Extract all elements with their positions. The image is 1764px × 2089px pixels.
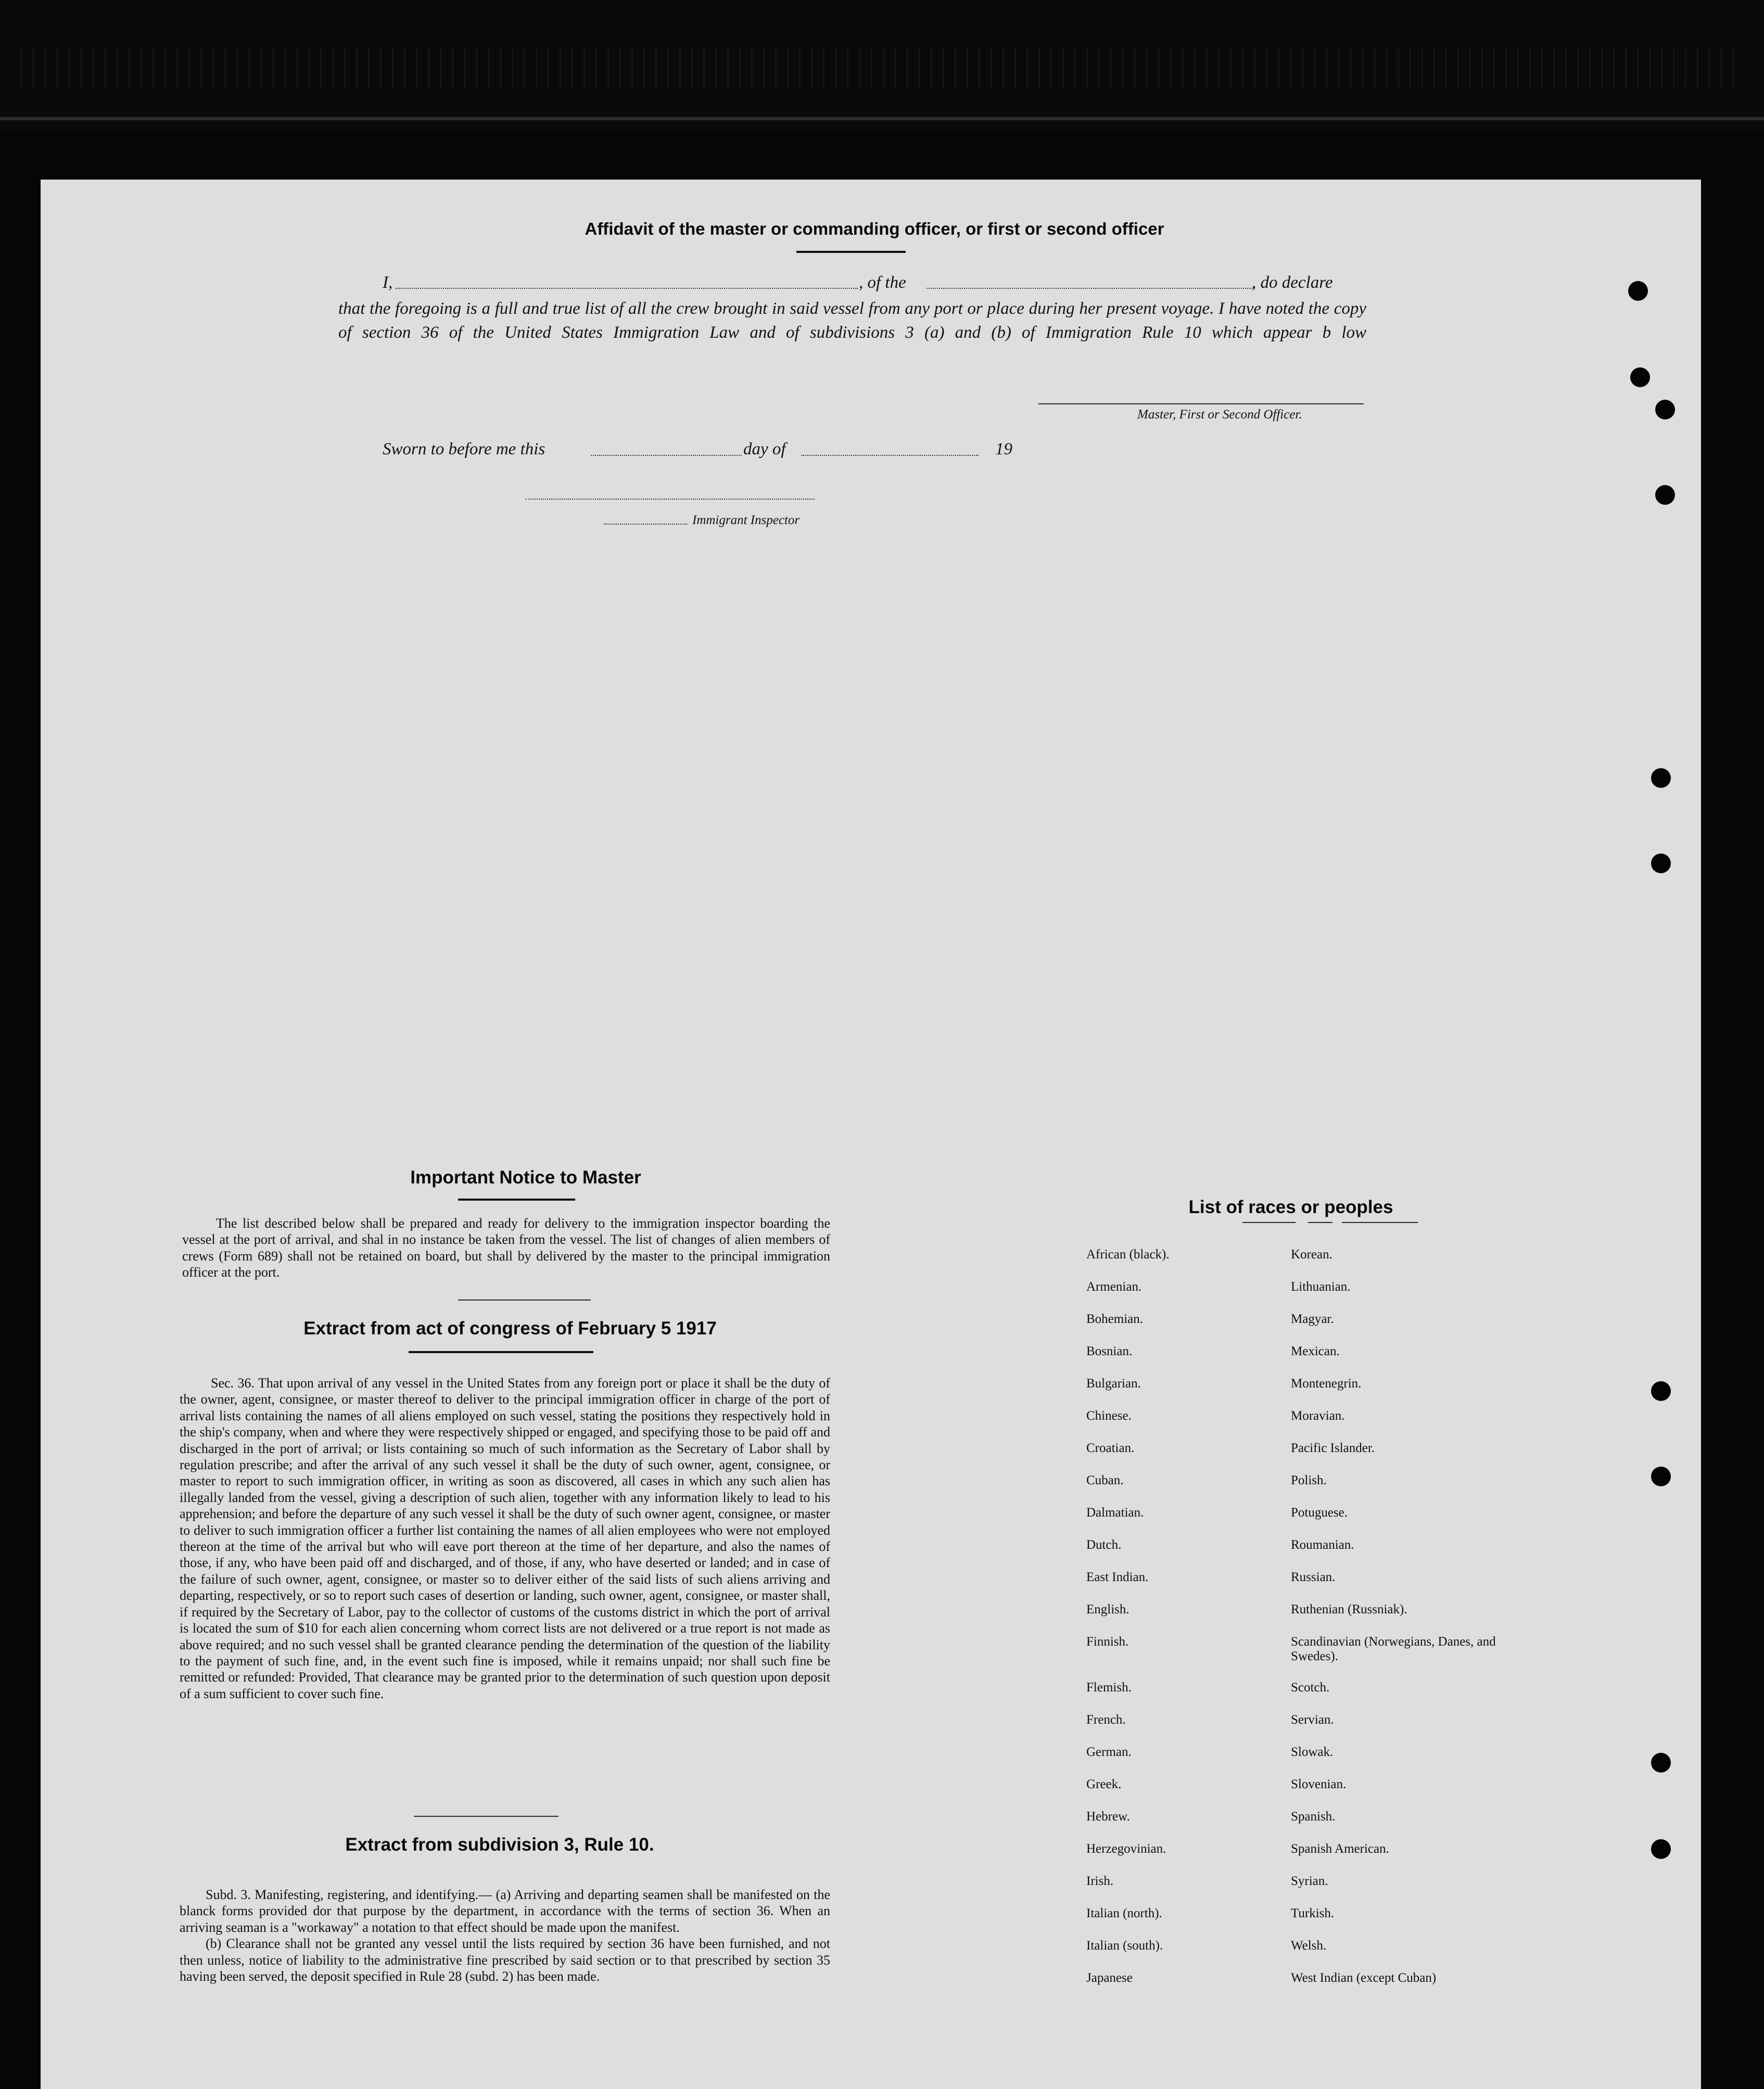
punch-hole-icon — [1655, 400, 1675, 419]
race-item: Spanish American. — [1291, 1842, 1389, 1856]
punch-hole-icon — [1628, 281, 1648, 301]
races-left-column — [1086, 1247, 1274, 2003]
vessel-blank — [927, 288, 1254, 289]
affidavit-title: Affidavit of the master or commanding officer, or first or second officer — [585, 219, 1164, 238]
race-item: Servian. — [1291, 1713, 1334, 1727]
notice-paragraph: The list described below shall be prepared and ready for delivery to the immigration inspector boarding the vessel at the port of arrival, and shal in no instance be taken from the vessel. The list of changes of alien members of crews (Form 689) shall not be retained on board, but shall by delivered by the master to the principal immigration officer at the port. — [182, 1216, 830, 1280]
race-item: Bulgarian. — [1086, 1377, 1141, 1391]
affidavit-declare-label: , do declare — [1252, 273, 1333, 292]
race-item: Flemish. — [1086, 1680, 1132, 1695]
rule-subd-a: Subd. 3. Manifesting, registering, and identifying.— (a) Arriving and departing seamen shall be manifested on the blanck forms provided dor that purpose by the department, in accordance with the terms of section 36. When an arriving seaman is a "workaway" a notation to that effect should be made upon the manifest. — [180, 1887, 830, 1935]
race-item: Dalmatian. — [1086, 1506, 1144, 1520]
race-item: Italian (south). — [1086, 1939, 1163, 1953]
race-item: Bosnian. — [1086, 1344, 1133, 1358]
act-title: Extract from act of congress of February 5 1917 — [303, 1318, 717, 1339]
punch-hole-icon — [1651, 1467, 1671, 1486]
race-item: Chinese. — [1086, 1409, 1132, 1423]
inspector-signature-line-2 — [604, 524, 687, 525]
sworn-day-blank — [591, 455, 742, 456]
races-title: List of races or peoples — [1188, 1197, 1393, 1217]
punch-hole-icon — [1651, 854, 1671, 873]
notice-text — [182, 1215, 830, 1281]
name-blank — [396, 288, 858, 289]
race-item: French. — [1086, 1713, 1126, 1727]
race-item: German. — [1086, 1745, 1132, 1759]
notice-title-rule — [458, 1199, 575, 1201]
race-item: Turkish. — [1291, 1906, 1335, 1920]
sworn-prefix: Sworn to before me this — [383, 440, 545, 458]
punch-hole-icon — [1651, 768, 1671, 788]
race-item: Mexican. — [1291, 1344, 1340, 1358]
master-signature-line — [1038, 403, 1364, 404]
race-item: Slowak. — [1291, 1745, 1334, 1759]
notice-title: Important Notice to Master — [410, 1167, 641, 1188]
rule-subd-b: (b) Clearance shall not be granted any vessel until the lists required by section 36 have been furnished, and not then unless, notice of liability to the administrative fine prescribed by said section or to that prescribed by section 35 having been served, the deposit specified in Rule 28 (subd. 2) has been made. — [180, 1936, 830, 1984]
race-item: Polish. — [1291, 1473, 1327, 1487]
race-item: Spanish. — [1291, 1810, 1336, 1824]
punch-hole-icon — [1651, 1753, 1671, 1773]
film-edge-grain — [21, 47, 1738, 88]
races-right-column — [1291, 1247, 1509, 2003]
race-item: Croatian. — [1086, 1441, 1135, 1455]
race-item: Hebrew. — [1086, 1810, 1130, 1824]
races-title-underline — [1242, 1222, 1296, 1223]
race-item: Scotch. — [1291, 1680, 1330, 1695]
act-title-rule — [409, 1351, 593, 1353]
race-item: West Indian (except Cuban) — [1291, 1971, 1437, 1985]
inspector-label: Immigrant Inspector — [692, 513, 800, 527]
punch-hole-icon — [1651, 1381, 1671, 1401]
race-item: Armenian. — [1086, 1280, 1142, 1294]
races-title-underline — [1308, 1222, 1332, 1223]
sworn-year-label: 19 — [995, 440, 1012, 458]
race-item: Magyar. — [1291, 1312, 1334, 1326]
race-item: Potuguese. — [1291, 1506, 1348, 1520]
act-divider — [414, 1816, 559, 1817]
affidavit-declaration: that the foregoing is a full and true list of all the crew brought in said vessel from any port or place during her present voyage. I have noted the copy of section 36 of the United States Immigration Law and of subdivisions 3 (a) and (b) of Immigration Rule 10 which appear b low — [338, 299, 1366, 342]
race-item: Italian (north). — [1086, 1906, 1162, 1920]
act-text — [180, 1375, 830, 1702]
race-item: African (black). — [1086, 1247, 1170, 1262]
punch-hole-icon — [1630, 367, 1650, 387]
race-item: Cuban. — [1086, 1473, 1124, 1487]
race-item: Slovenian. — [1291, 1777, 1347, 1791]
inspector-signature-line — [526, 499, 815, 500]
race-item: Herzegovinian. — [1086, 1842, 1166, 1856]
rule-title: Extract from subdivision 3, Rule 10. — [345, 1835, 654, 1855]
affidavit-of-the-label: , of the — [859, 273, 906, 292]
master-signature-label: Master, First or Second Officer. — [1137, 407, 1302, 422]
race-item: Irish. — [1086, 1874, 1114, 1888]
race-item: Greek. — [1086, 1777, 1122, 1791]
race-item: Welsh. — [1291, 1939, 1327, 1953]
race-item: Bohemian. — [1086, 1312, 1144, 1326]
race-item: Moravian. — [1291, 1409, 1345, 1423]
sworn-month-blank — [802, 455, 979, 456]
race-item: Montenegrin. — [1291, 1377, 1362, 1391]
race-item: Scandinavian (Norwegians, Danes, and Swedes). — [1291, 1635, 1496, 1663]
film-fold-line — [0, 117, 1764, 120]
race-item: Japanese — [1086, 1971, 1133, 1985]
rule-text — [180, 1887, 830, 1984]
race-item: English. — [1086, 1602, 1130, 1616]
punch-hole-icon — [1655, 485, 1675, 505]
punch-hole-icon — [1651, 1839, 1671, 1859]
race-item: Pacific Islander. — [1291, 1441, 1375, 1455]
race-item: Roumanian. — [1291, 1538, 1354, 1552]
race-item: Dutch. — [1086, 1538, 1122, 1552]
race-item: Ruthenian (Russniak). — [1291, 1602, 1407, 1616]
race-item: Finnish. — [1086, 1635, 1129, 1649]
race-item: Korean. — [1291, 1247, 1332, 1262]
race-item: East Indian. — [1086, 1570, 1149, 1584]
act-section-36: Sec. 36. That upon arrival of any vessel in the United States from any foreign port or place it shall be the duty of the owner, agent, consignee, or master thereof to deliver to the principal immigration officer in charge of the port of arrival lists containing the names of all aliens employed on such vessel, stating the positions they respectively hold in the ship's company, when and where they were respectively shipped or engaged, and specifying those to be paid off and discharged in the port of arrival; or lists containing so much of such information as the Secretary of Labor shall by regulation prescribe; and after the arrival of any such vessel it shall be the duty of such owner, agent, consignee, or master to report to such immigration officer, in writing as soon as discovered, all cases in which any such alien has illegally landed from the vessel, giving a description of such alien, together with any information likely to lead to his apprehension; and before the departure of any such vessel it shall be the duty of such owner agent, consignee, or master to deliver to such immigration officer a further list containing the names of all alien employees who were not employed thereon at the time of the arrival but who will eave port thereon at the time of her departure, and also the names of those, if any, who have been paid off and discharged, and of those, if any, who have deserted or landed; and in case of the failure of such owner, agent, consignee, or master so to deliver either of the said lists of such aliens arriving and departing, respectively, or so to report such cases of desertion or landing, such owner, agent, consignee, or master shall, if required by the Secretary of Labor, pay to the collector of customs of the customs district in which the port of arrival is located the sum of $10 for each alien concerning whom correct lists are not delivered or a true report is not made as above required; and no such vessel shall be granted clearance pending the determination of the question of the liability to the payment of such fine, and, in the event such fine is imposed, while it remains unpaid; nor shall such fine be remitted or refunded: Provided, That clearance may be granted prior to the determination of such question upon deposit of a sum sufficient to cover such fine. — [180, 1375, 830, 1701]
race-item: Lithuanian. — [1291, 1280, 1351, 1294]
races-title-underline — [1342, 1222, 1418, 1223]
affidavit-i-label: I, — [383, 273, 393, 292]
film-top-border — [0, 0, 1764, 130]
race-item: Syrian. — [1291, 1874, 1328, 1888]
notice-divider — [458, 1300, 591, 1301]
race-item: Russian. — [1291, 1570, 1336, 1584]
sworn-day-of-label: day of — [743, 440, 786, 458]
affidavit-title-rule — [796, 251, 906, 253]
